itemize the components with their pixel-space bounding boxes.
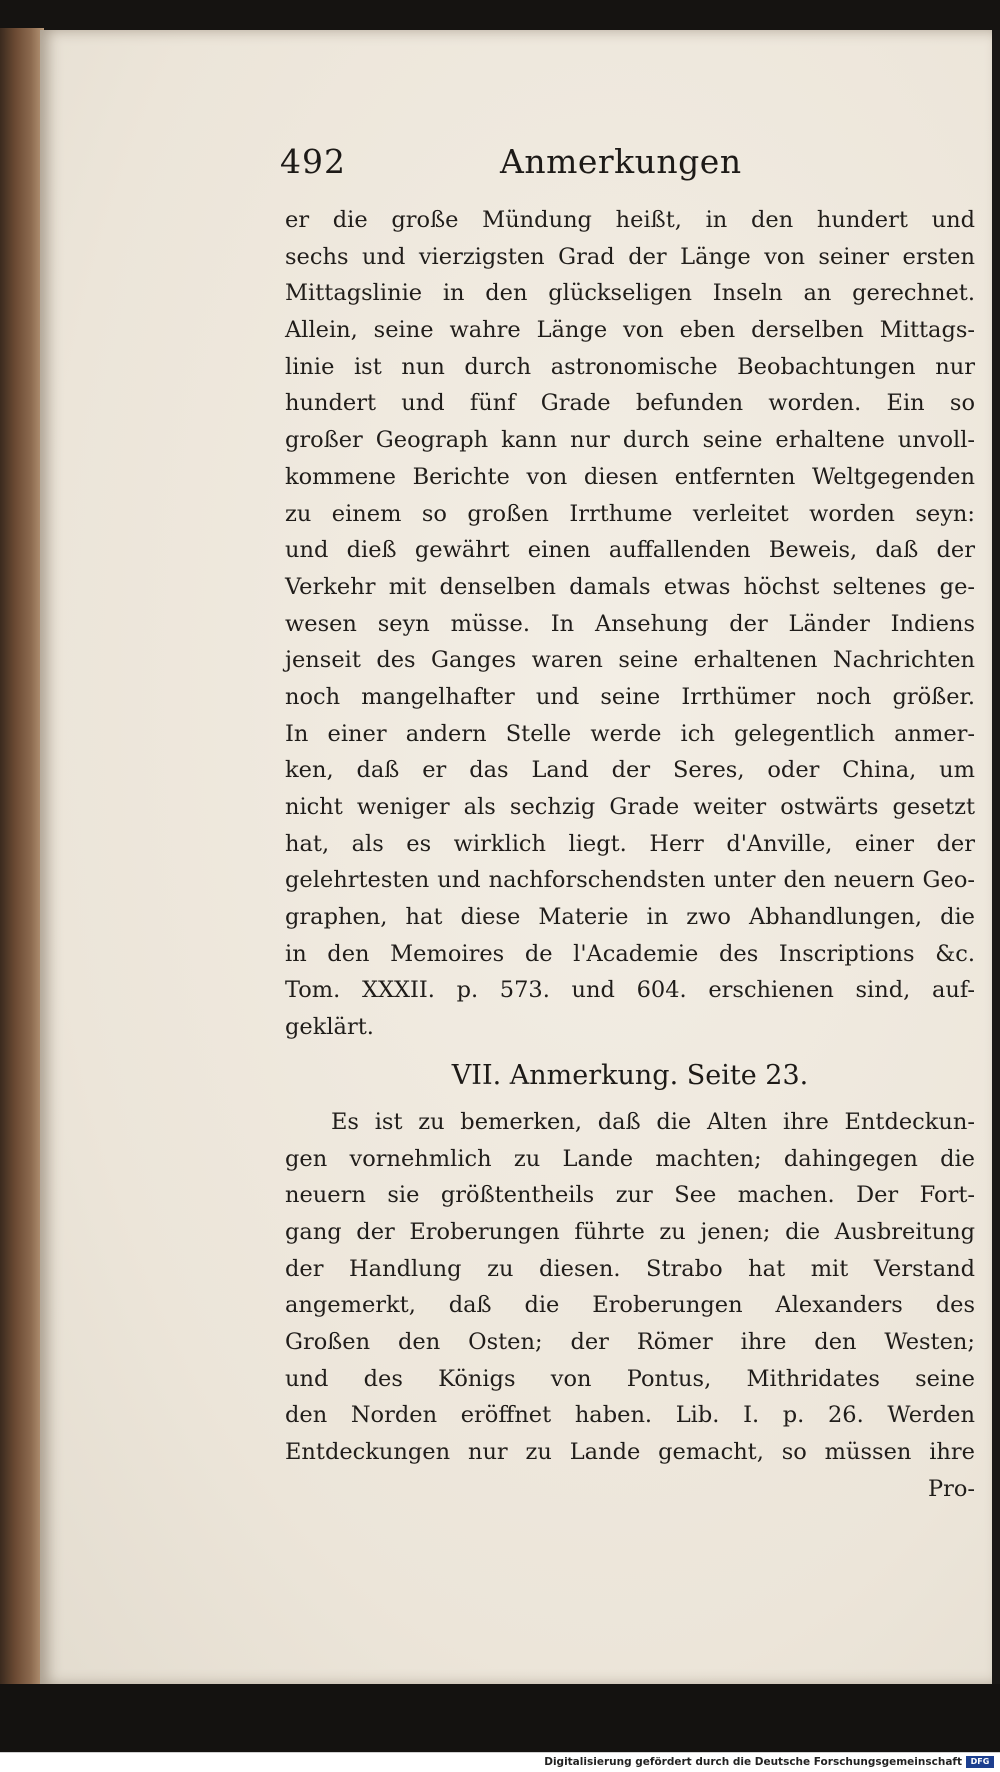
text-line: in den Memoires de l'Academie des Inscriptions &c. — [285, 940, 975, 967]
scan-top-border — [0, 0, 1000, 30]
text-line: hundert und fünf Grade befunden worden. Ein so — [285, 390, 975, 417]
page-body — [285, 202, 975, 1507]
text-line: Mittagslinie in den glückseligen Inseln an gerechnet. — [285, 280, 975, 307]
dfg-logo-icon[interactable]: DFG — [966, 1756, 994, 1768]
digitization-footer — [0, 1752, 1000, 1772]
text-line: neuern sie größtentheils zur See machen. Der Fort- — [285, 1182, 975, 1209]
text-line: noch mangelhafter und seine Irrthümer noch größer. — [285, 683, 975, 710]
text-line: Großen den Osten; der Römer ihre den Westen; — [285, 1328, 975, 1355]
text-line: ken, daß er das Land der Seres, oder China, um — [285, 757, 975, 784]
text-line: gang der Eroberungen führte zu jenen; die Ausbreitung — [285, 1218, 975, 1245]
text-line: Verkehr mit denselben damals etwas höchst seltenes ge- — [285, 573, 975, 600]
funding-credit: Digitalisierung gefördert durch die Deutsche Forschungsgemeinschaft — [544, 1756, 962, 1768]
text-line: hat, als es wirklich liegt. Herr d'Anville, einer der — [285, 830, 975, 857]
text-line: gelehrtesten und nachforschendsten unter den neuern Geo- — [285, 867, 975, 894]
text-line: geklärt. — [285, 1014, 374, 1041]
text-line: Es ist zu bemerken, daß die Alten ihre Entdeckun- — [331, 1108, 975, 1135]
text-line: zu einem so großen Irrthume verleitet worden seyn: — [285, 500, 975, 527]
text-line: und dieß gewährt einen auffallenden Beweis, daß der — [285, 537, 975, 564]
section-heading: VII. Anmerkung. Seite 23. — [451, 1059, 809, 1091]
text-line: Entdeckungen nur zu Lande gemacht, so müssen ihre — [285, 1439, 975, 1465]
page-number: 492 — [280, 142, 346, 181]
text-line: In einer andern Stelle werde ich gelegentlich anmer- — [285, 720, 975, 747]
text-line: gen vornehmlich zu Lande machten; dahingegen die — [285, 1145, 975, 1172]
book-spine-edge — [0, 28, 44, 1688]
running-title: Anmerkungen — [500, 142, 742, 181]
text-line: er die große Mündung heißt, in den hundert und — [285, 207, 975, 233]
text-line: wesen seyn müsse. In Ansehung der Länder Indiens — [285, 610, 975, 637]
text-line: Tom. XXXII. p. 573. und 604. erschienen sind, auf- — [285, 977, 975, 1004]
scan-bottom-border — [0, 1684, 1000, 1754]
page-header — [280, 142, 970, 192]
text-line: großer Geograph kann nur durch seine erhaltene unvoll- — [285, 427, 975, 454]
text-line: jenseit des Ganges waren seine erhaltenen Nachrichten — [285, 647, 975, 674]
text-line: nicht weniger als sechzig Grade weiter ostwärts gesetzt — [285, 794, 975, 820]
text-line: den Norden eröffnet haben. Lib. I. p. 26. Werden — [285, 1402, 975, 1429]
text-line: Allein, seine wahre Länge von eben derselben Mittags- — [285, 317, 975, 344]
text-line: und des Königs von Pontus, Mithridates seine — [285, 1365, 975, 1392]
text-line: linie ist nun durch astronomische Beobachtungen nur — [285, 353, 975, 380]
text-line: sechs und vierzigsten Grad der Länge von seiner ersten — [285, 243, 975, 270]
text-line: graphen, hat diese Materie in zwo Abhandlungen, die — [285, 904, 975, 931]
catchword: Pro- — [927, 1475, 975, 1502]
text-line: kommene Berichte von diesen entfernten Weltgegenden — [285, 463, 975, 490]
text-line: der Handlung zu diesen. Strabo hat mit Verstand — [285, 1255, 975, 1282]
text-line: angemerkt, daß die Eroberungen Alexanders des — [285, 1292, 975, 1319]
